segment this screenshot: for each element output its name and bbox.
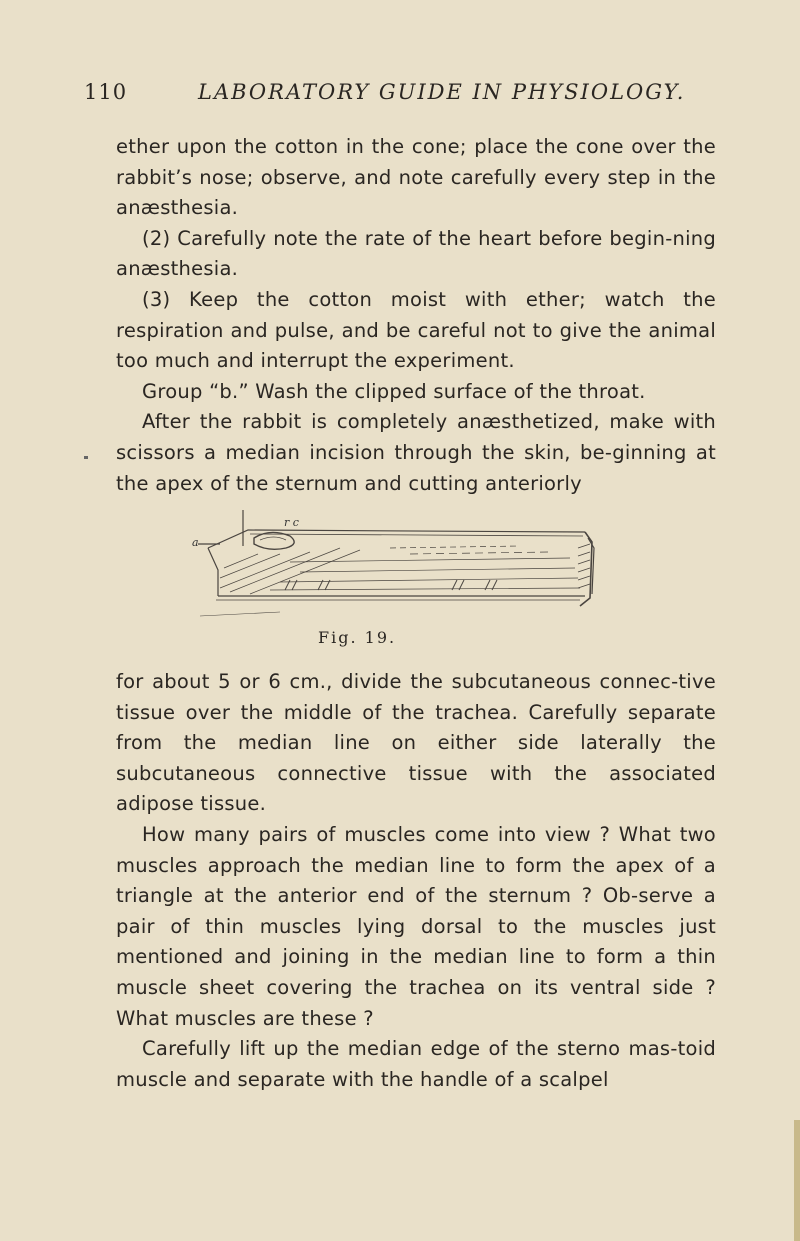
- figure-trachea-illustration: [190, 508, 610, 626]
- paragraph: ether upon the cotton in the cone; place the cone over the rabbit’s nose; observe, and note carefully every step in the anæsthesia.: [116, 135, 716, 220]
- text-block-top: [116, 132, 716, 499]
- tissue-top-edge: [208, 530, 585, 548]
- paragraph: Group “b.” Wash the clipped surface of the throat.: [142, 379, 646, 403]
- page-number: 110: [84, 80, 128, 104]
- running-head: [84, 80, 724, 110]
- hatching: [220, 546, 580, 594]
- trachea-drawing: [190, 508, 610, 626]
- tissue-left-end: [208, 548, 218, 596]
- figure-label-a: a: [192, 536, 199, 549]
- muscle-bundle: [254, 532, 294, 549]
- text-block-bottom: [116, 667, 716, 1095]
- paragraph: for about 5 or 6 cm., divide the subcutaneous connec-tive tissue over the middle of the trachea. Carefully separate from the median line on either side laterally the subcutaneous connective tissue with the associated adipose tissue.: [116, 670, 716, 816]
- paragraph: Carefully lift up the median edge of the sterno mas-toid muscle and separate with the handle of a scalpel: [116, 1037, 716, 1091]
- paragraph: After the rabbit is completely anæsthetized, make with scissors a median incision through the skin, be-ginning at the apex of the sternum and cutting anteriorly: [116, 410, 716, 495]
- paragraph: (2) Carefully note the rate of the heart before begin-ning anæsthesia.: [116, 226, 716, 281]
- paragraph: (3) Keep the cotton moist with ether; watch the respiration and pulse, and be careful not to give the animal too much and interrupt the experiment.: [116, 287, 716, 373]
- paragraph: How many pairs of muscles come into view ? What two muscles approach the median line to form the apex of a triangle at the anterior end of the sternum ? Ob-serve a pair of thin muscles lying dorsal to the muscles just mentioned and joining in the median line to form a thin muscle sheet covering the trachea on its ventral side ? What muscles are these ?: [116, 822, 716, 1030]
- figure-label-rc: r c: [284, 516, 299, 529]
- margin-mark: [84, 456, 88, 459]
- page-edge-stain: [794, 1120, 800, 1241]
- figure-caption: Fig. 19.: [318, 628, 397, 647]
- running-title: LABORATORY GUIDE IN PHYSIOLOGY.: [198, 80, 686, 104]
